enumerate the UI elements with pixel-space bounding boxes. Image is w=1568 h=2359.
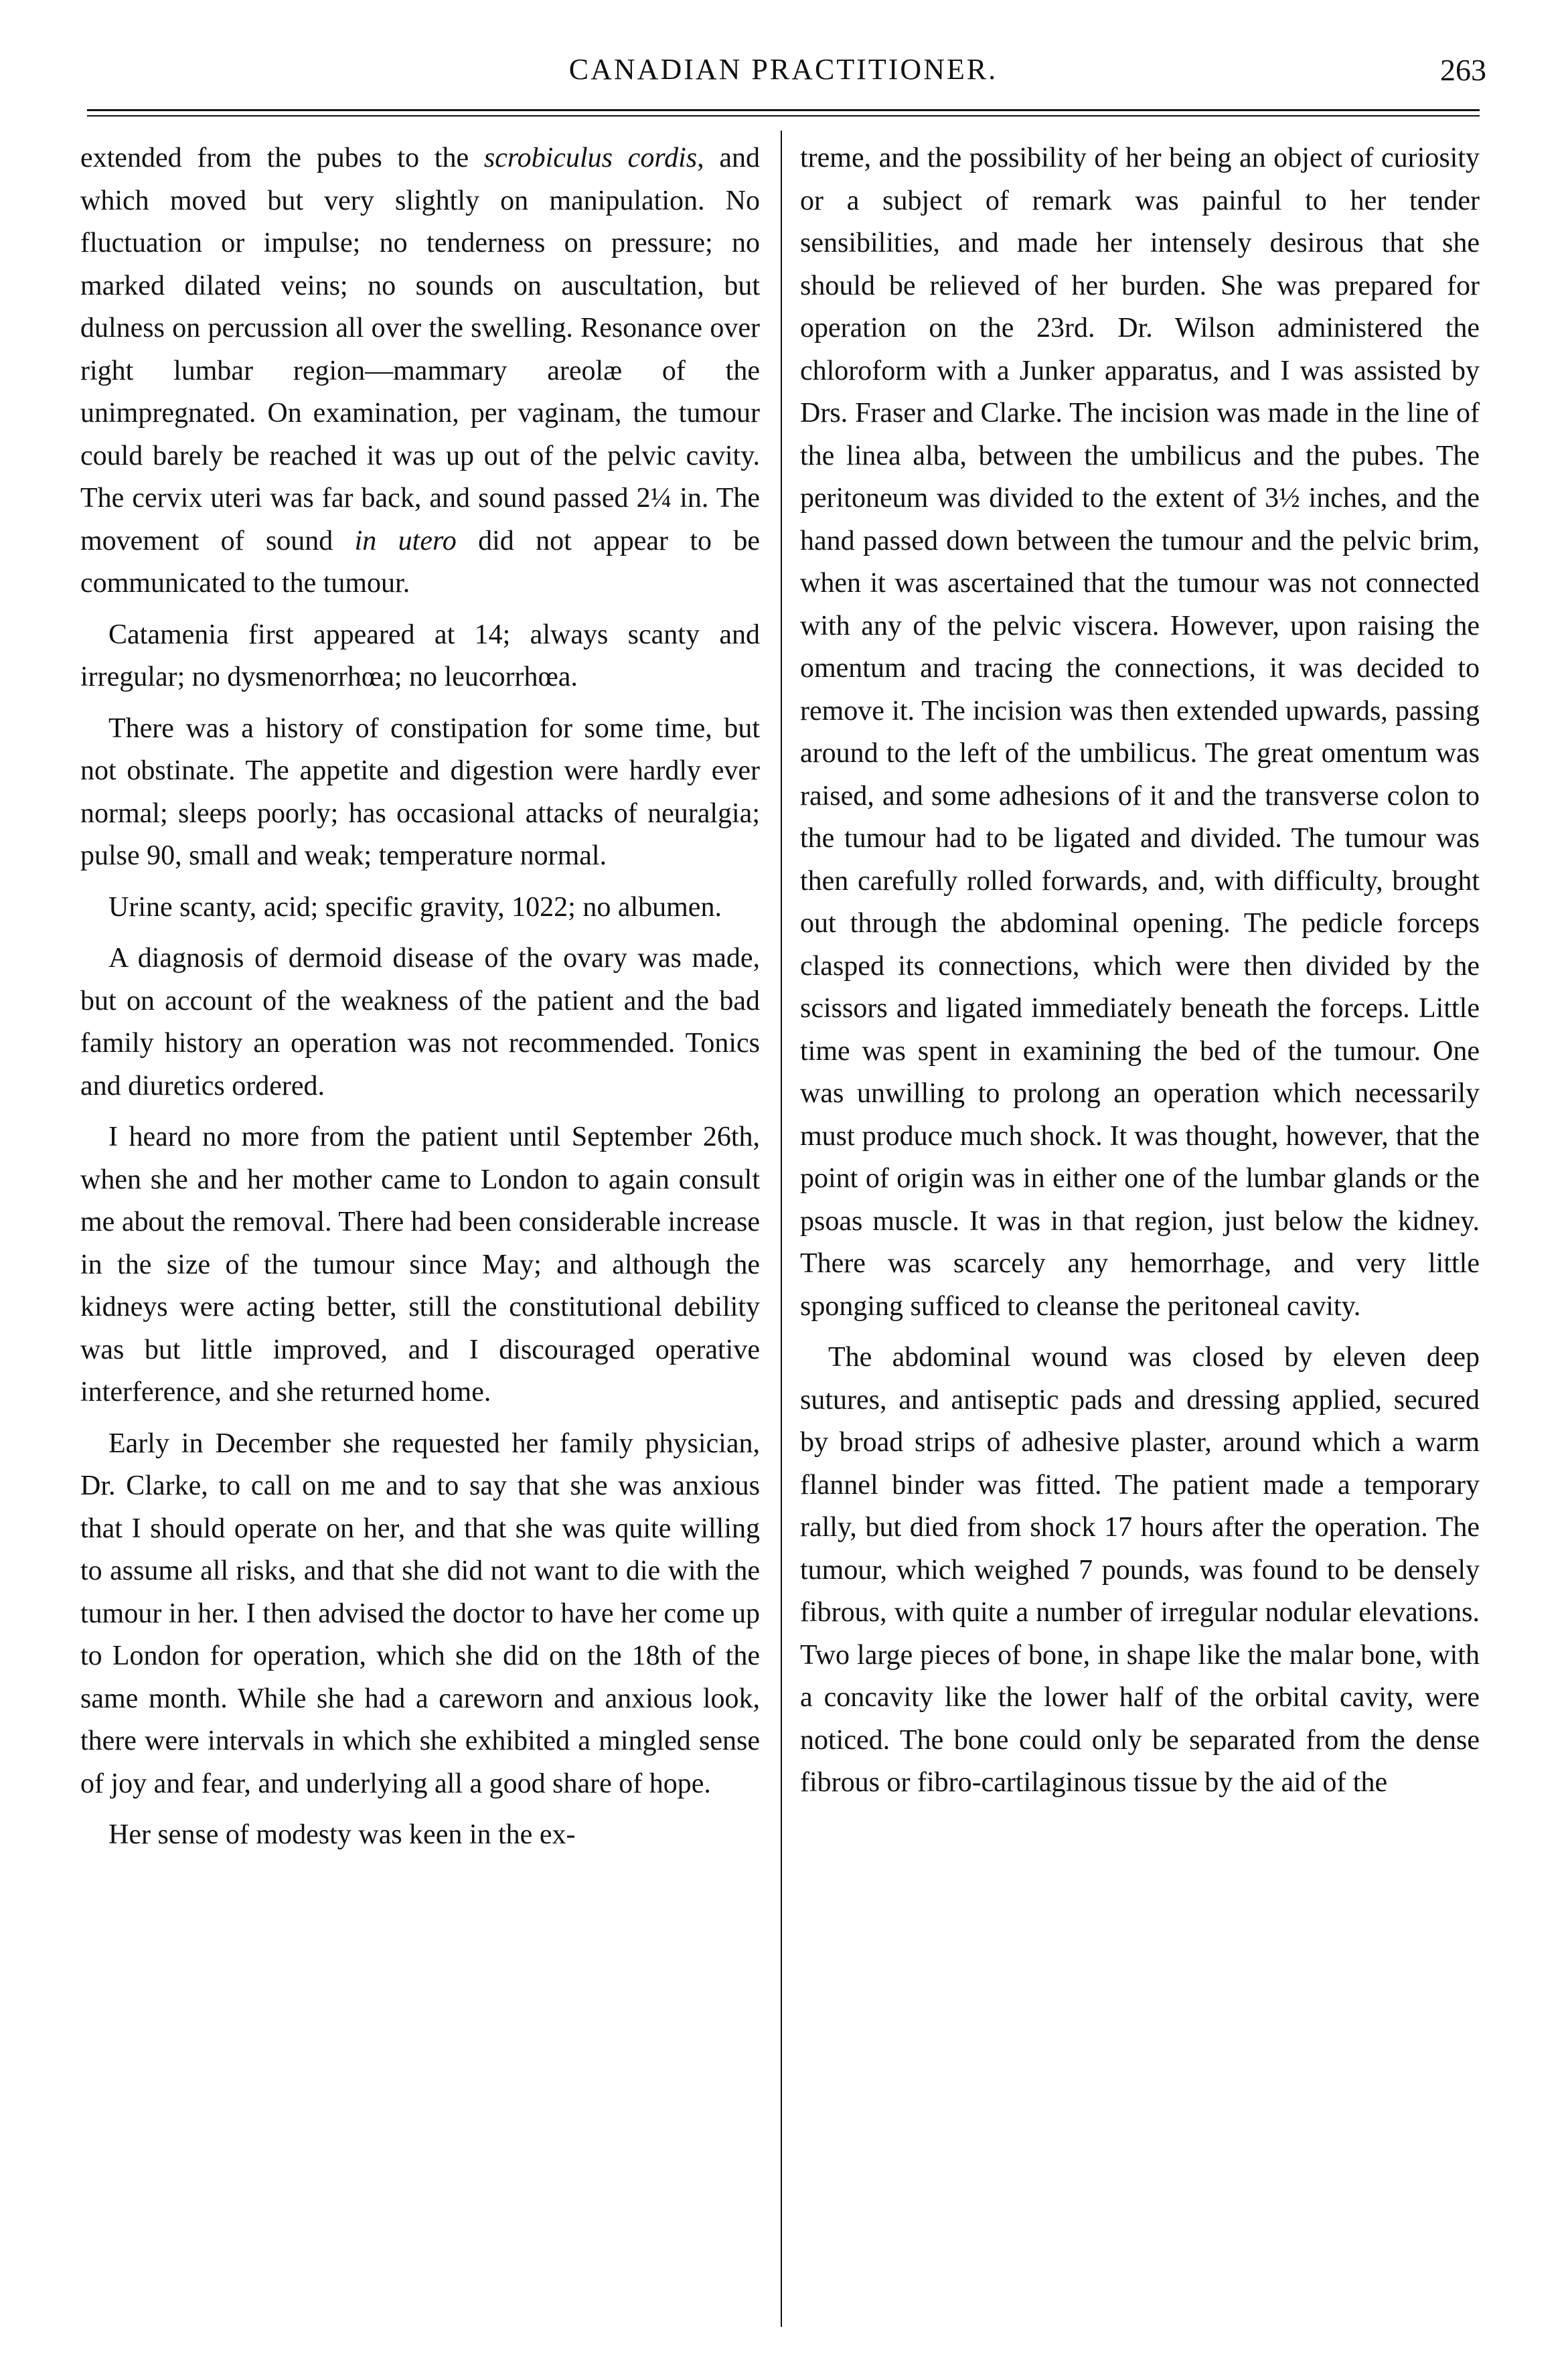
italic-term: scrobiculus cordis: [483, 143, 698, 173]
page-number: 263: [1440, 53, 1486, 87]
left-column: [80, 137, 760, 1866]
paragraph-text: , and which moved but very slightly on manipulation. No fluctuation or impulse; no tenderness on pressure; no marked dilated veins; no sounds on auscultation, but dulness on percussion all over the swelling. Resonance over right lumbar region—mammary areolæ of the unimpregnated. On examination, per vaginam, the tumour could barely be reached it was up out of the pelvic cavity. The cervix uteri was far back, and sound passed 2¼ in. The movement of sound: [80, 143, 760, 556]
paragraph: There was a history of constipation for some time, but not obstinate. The appetite and digestion were hardly ever normal; sleeps poorly; has occasional attacks of neuralgia; pulse 90, small and weak; temperature normal.: [80, 712, 760, 871]
paragraph: Early in December she requested her family physician, Dr. Clarke, to call on me and to say that she was anxious that I should operate on her, and that she was quite willing to assume all risks, and that she did not want to die with the tumour in her. I then advised the doctor to have her come up to London for operation, which she did on the 18th of the same month. While she had a careworn and anxious look, there were intervals in which she exhibited a mingled sense of joy and fear, and underlying all a good share of hope.: [80, 1428, 760, 1799]
paragraph: Her sense of modesty was keen in the ex-: [108, 1819, 576, 1850]
paragraph: treme, and the possibility of her being an object of curiosity or a subject of remark was painful to her tender sensibilities, and made her intensely desirous that she should be relieved of her burden. She was prepared for operation on the 23rd. Dr. Wilson administered the chloroform with a Junker apparatus, and I was assisted by Drs. Fraser and Clarke. The incision was made in the line of the linea alba, between the umbilicus and the pubes. The peritoneum was divided to the extent of 3½ inches, and the hand passed down between the tumour and the pelvic brim, when it was ascertained that the tumour was not connected with any of the pelvic viscera. However, upon raising the omentum and tracing the connections, it was decided to remove it. The incision was then extended upwards, passing around to the left of the umbilicus. The great omentum was raised, and some adhesions of it and the transverse colon to the tumour had to be ligated and divided. The tumour was then carefully rolled forwards, and, with difficulty, brought out through the abdominal opening. The pedicle forceps clasped its connections, which were then divided by the scissors and ligated immediately beneath the forceps. Little time was spent in examining the bed of the tumour. One was unwilling to prolong an operation which necessarily must produce much shock. It was thought, however, that the point of origin was in either one of the lumbar glands or the psoas muscle. It was in that region, just below the kidney. There was scarcely any hemorrhage, and very little sponging sufficed to cleanse the peritoneal cavity.: [800, 143, 1480, 1322]
paragraph: [80, 137, 760, 605]
paragraph: I heard no more from the patient until September 26th, when she and her mother came to London to again consult me about the removal. There had been considerable increase in the size of the tumour since May; and although the kidneys were acting better, still the constitutional debility was but little improved, and I discouraged operative interference, and she returned home.: [80, 1122, 760, 1407]
paragraph: Urine scanty, acid; specific gravity, 1022; no albumen.: [108, 891, 722, 923]
paragraph: A diagnosis of dermoid disease of the ovary was made, but on account of the weakness of the patient and the bad family history an operation was not recommended. Tonics and diuretics ordered.: [80, 943, 760, 1101]
journal-title: CANADIAN PRACTITIONER.: [568, 53, 998, 86]
paragraph-text: extended from the pubes to the: [80, 143, 484, 173]
right-column: [800, 137, 1480, 1813]
paragraph: The abdominal wound was closed by eleven deep sutures, and antiseptic pads and dressing applied, secured by broad strips of adhesive plaster, around which a warm flannel binder was fitted. The patient made a temporary rally, but died from shock 17 hours after the operation. The tumour, which weighed 7 pounds, was found to be densely fibrous, with quite a number of irregular nodular elevations. Two large pieces of bone, in shape like the malar bone, with a concavity like the lower half of the orbital cavity, were noticed. The bone could only be separated from the dense fibrous or fibro-cartilaginous tissue by the aid of the: [800, 1342, 1480, 1798]
paragraph: Catamenia first appeared at 14; always scanty and irregular; no dysmenorrhœa; no leucorrhœa.: [80, 619, 760, 692]
column-divider: [781, 131, 782, 2327]
paragraph-text: did not appear to be communicated to the tumour.: [80, 525, 761, 599]
running-head: [80, 52, 1486, 99]
italic-term: in utero: [354, 525, 457, 556]
header-rule-thick: [87, 109, 1480, 111]
header-rule-thin: [87, 115, 1480, 117]
